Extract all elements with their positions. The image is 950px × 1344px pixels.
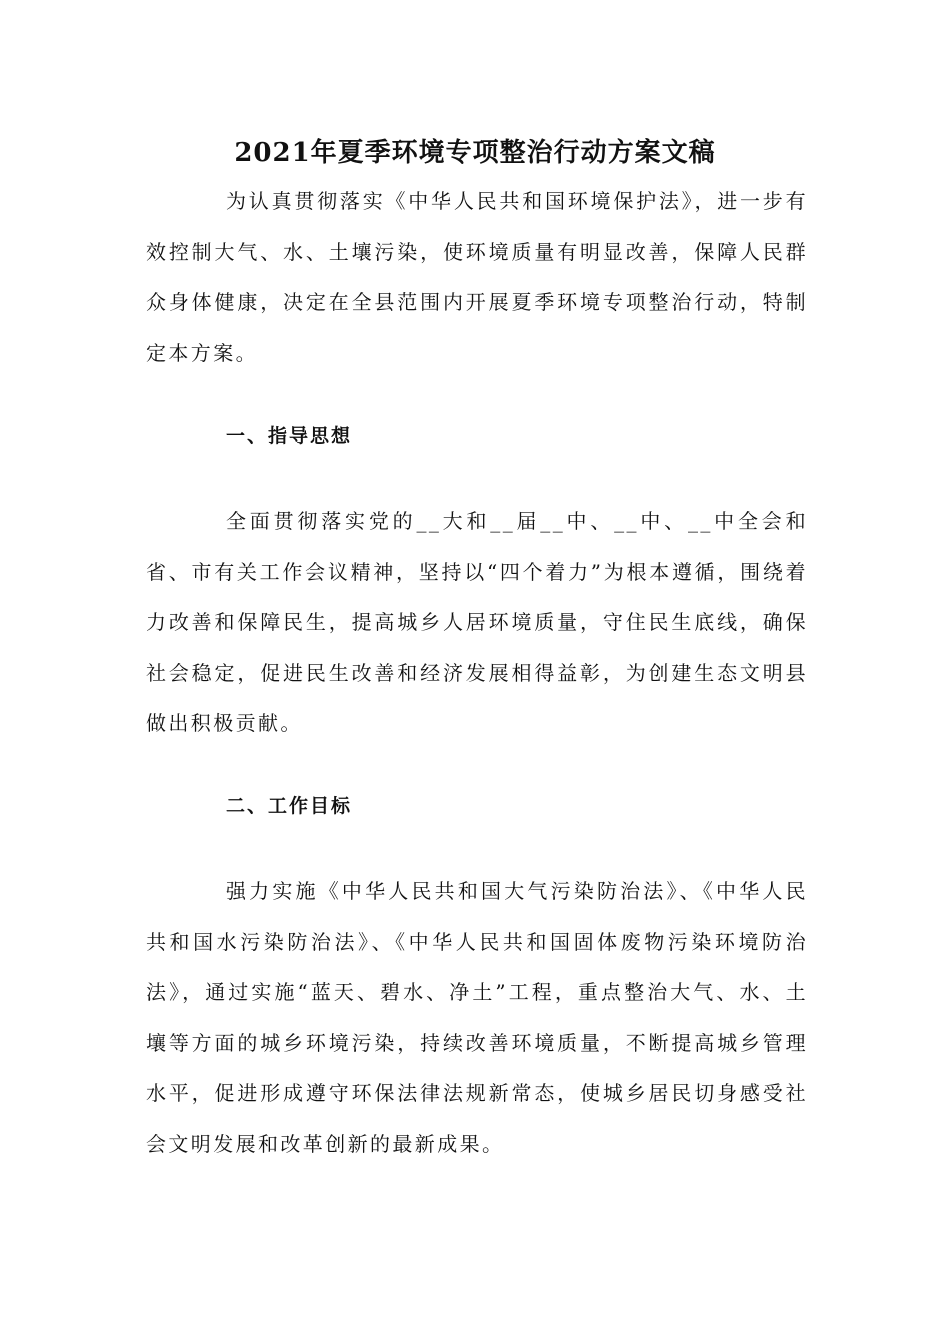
section-heading-guiding-ideology: 一、指导思想 (226, 425, 353, 447)
intro-paragraph: 为认真贯彻落实《中华人民共和国环境保护法》，进一步有效控制大气、水、土壤污染，使环境质量有明显改善，保障人民群众身体健康，决定在全县范围内开展夏季环境专项整治行动，特制定本方案。 (146, 189, 808, 365)
section-heading-work-goals: 二、工作目标 (226, 795, 353, 817)
document-title: 2021年夏季环境专项整治行动方案文稿 (234, 138, 716, 168)
section-body-guiding-ideology: 全面贯彻落实党的__大和__届__中、__中、__中全会和省、市有关工作会议精神，坚持以“四个着力”为根本遵循，围绕着力改善和保障民生，提高城乡人居环境质量，守住民生底线，确保社会稳定，促进民生改善和经济发展相得益彰，为创建生态文明县做出积极贡献。 (146, 509, 808, 735)
section-body-work-goals: 强力实施《中华人民共和国大气污染防治法》、《中华人民共和国水污染防治法》、《中华人民共和国固体废物污染环境防治法》，通过实施“蓝天、碧水、净土”工程，重点整治大气、水、土壤等方面的城乡环境污染，持续改善环境质量，不断提高城乡管理水平，促进形成遵守环保法律法规新常态，使城乡居民切身感受社会文明发展和改革创新的最新成果。 (146, 879, 808, 1156)
